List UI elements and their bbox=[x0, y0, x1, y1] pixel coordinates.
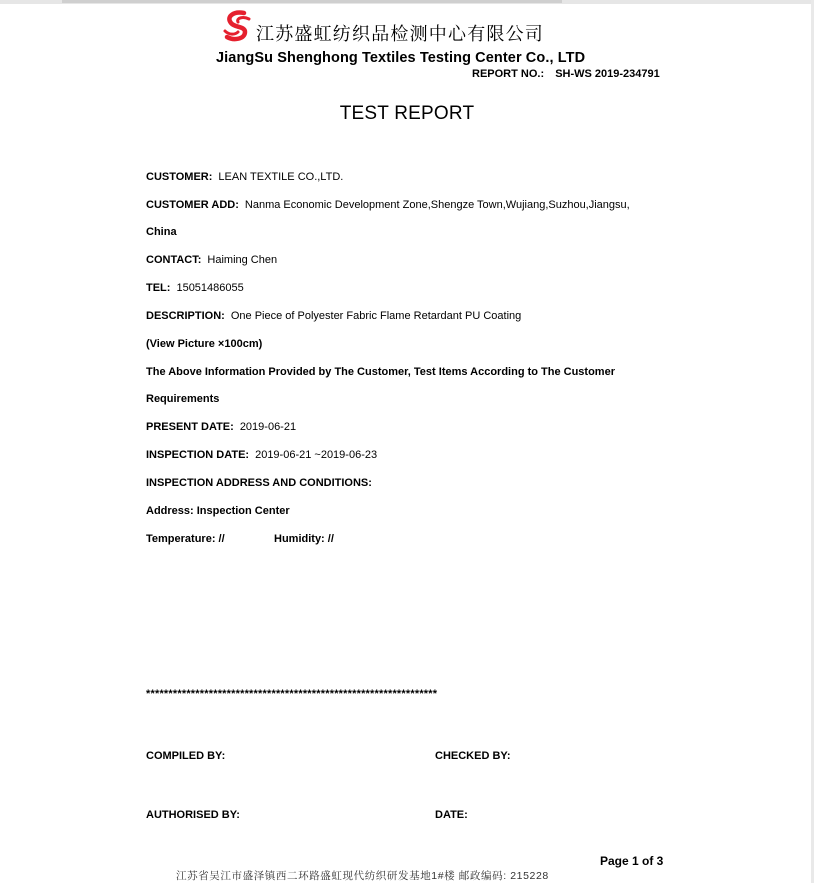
report-number-value: SH-WS 2019-234791 bbox=[555, 68, 660, 80]
tel-field bbox=[146, 282, 244, 294]
inspection-date-field bbox=[146, 449, 377, 461]
company-logo-icon bbox=[221, 9, 255, 45]
inspection-date-label: INSPECTION DATE: bbox=[146, 449, 250, 461]
inspection-address-heading: INSPECTION ADDRESS AND CONDITIONS: bbox=[146, 477, 372, 489]
description-line2: (View Picture ×100cm) bbox=[146, 338, 263, 350]
contact-field bbox=[146, 254, 277, 266]
tel-label: TEL: bbox=[146, 282, 171, 294]
report-number-label: REPORT NO.: bbox=[472, 68, 545, 80]
description-field bbox=[146, 310, 521, 322]
contact-value: Haiming Chen bbox=[207, 254, 278, 266]
tel-value: 15051486055 bbox=[176, 282, 244, 294]
info-line1: The Above Information Provided by The Customer, Test Items According to The Customer bbox=[146, 366, 615, 378]
humidity-field: Humidity: // bbox=[274, 533, 334, 545]
report-number bbox=[472, 68, 660, 80]
page-number: Page 1 of 3 bbox=[600, 854, 664, 868]
customer-value: LEAN TEXTILE CO.,LTD. bbox=[218, 171, 344, 183]
company-name-cn: 江苏盛虹纺织品检测中心有限公司 bbox=[256, 24, 544, 45]
footer-address: 江苏省吴江市盛泽镇西二环路盛虹现代纺织研发基地1#楼 邮政编码: 215228 bbox=[176, 870, 549, 882]
present-date-label: PRESENT DATE: bbox=[146, 421, 234, 433]
customer-address-label: CUSTOMER ADD: bbox=[146, 199, 239, 211]
description-value: One Piece of Polyester Fabric Flame Retardant PU Coating bbox=[230, 310, 522, 322]
inspection-address-value: Address: Inspection Center bbox=[146, 505, 290, 517]
info-line2: Requirements bbox=[146, 393, 220, 405]
customer-label: CUSTOMER: bbox=[146, 171, 213, 183]
company-name-en: JiangSu Shenghong Textiles Testing Center Co., LTD bbox=[216, 50, 586, 66]
authorised-by-label: AUTHORISED BY: bbox=[146, 809, 240, 821]
customer-address-field bbox=[146, 199, 630, 211]
temperature-field: Temperature: // bbox=[146, 533, 225, 545]
customer-address-line2: China bbox=[146, 226, 177, 238]
page-title: TEST REPORT bbox=[339, 103, 475, 124]
viewer-top-bar-segment bbox=[62, 0, 562, 3]
present-date-value: 2019-06-21 bbox=[239, 421, 297, 433]
contact-label: CONTACT: bbox=[146, 254, 202, 266]
separator-line: ***************************************************************** bbox=[146, 688, 438, 700]
compiled-by-label: COMPILED BY: bbox=[146, 750, 226, 762]
viewer-top-bar bbox=[0, 0, 814, 4]
date-label: DATE: bbox=[435, 809, 468, 821]
inspection-date-value: 2019-06-21 ~2019-06-23 bbox=[255, 449, 378, 461]
description-label: DESCRIPTION: bbox=[146, 310, 225, 322]
customer-address-value: Nanma Economic Development Zone,Shengze Town,Wujiang,Suzhou,Jiangsu, bbox=[244, 199, 630, 211]
present-date-field bbox=[146, 421, 296, 433]
customer-field bbox=[146, 171, 343, 183]
checked-by-label: CHECKED BY: bbox=[435, 750, 511, 762]
